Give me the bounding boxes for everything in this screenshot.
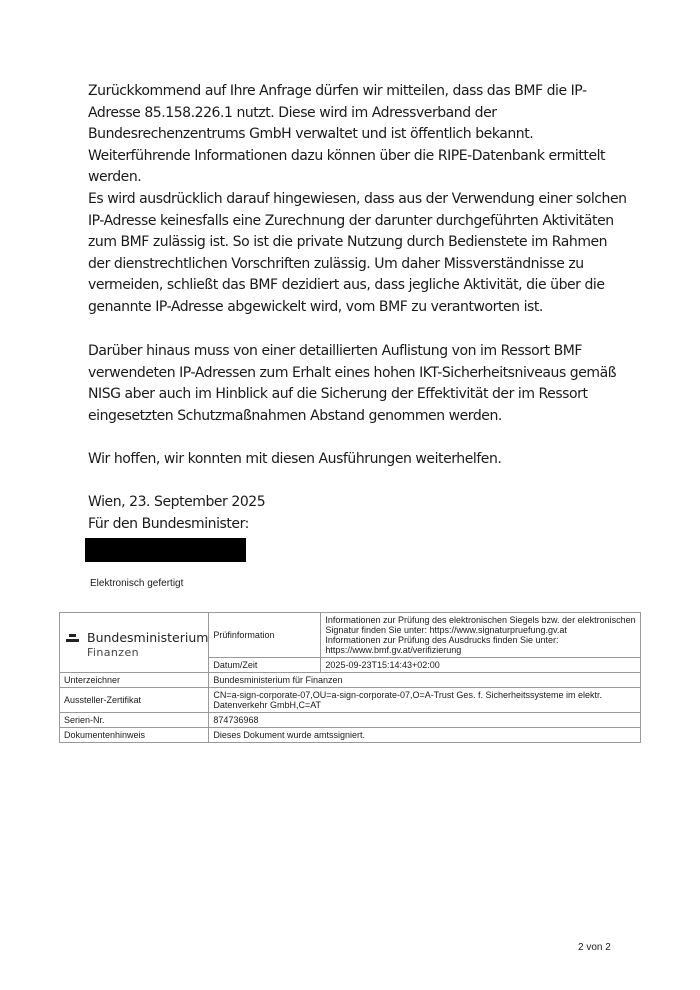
bmf-logo-icon xyxy=(66,634,79,642)
paragraph-closing: Wir hoffen, wir konnten mit diesen Ausführungen weiterhelfen. xyxy=(88,451,502,467)
table-row xyxy=(60,728,641,743)
signer-line: Für den Bundesminister: xyxy=(88,516,249,532)
paragraph-ip-address: Zurückkommend auf Ihre Anfrage dürfen wir mitteilen, dass das BMF die IP-Adresse 85.158.226.1 nutzt. Diese wird im Adressverband der Bundesrechenzentrums GmbH verwaltet und ist öffentlich bekannt. Weiterführende Informationen dazu können über die RIPE-Datenbank ermittelt werden. xyxy=(88,83,606,185)
electronic-note: Elektronisch gefertigt xyxy=(90,578,184,589)
logo-title: Bundesministerium xyxy=(87,629,209,645)
serien-value: 874736968 xyxy=(209,713,641,728)
redacted-name xyxy=(85,538,246,562)
signature-table xyxy=(59,612,641,743)
logo-cell xyxy=(60,613,209,673)
hinweis-label: Dokumentenhinweis xyxy=(60,728,209,743)
unterzeichner-value: Bundesministerium für Finanzen xyxy=(209,673,641,688)
pruef-label: Prüfinformation xyxy=(209,613,321,658)
pruef-value xyxy=(321,613,641,658)
pruef-line-2: Informationen zur Prüfung des Ausdrucks finden Sie unter: https://www.bmf.gv.at/verifizierung xyxy=(325,635,559,655)
table-row xyxy=(60,673,641,688)
table-row xyxy=(60,688,641,713)
zertifikat-label: Aussteller-Zertifikat xyxy=(60,688,209,713)
bmf-logo xyxy=(60,616,208,670)
table-row xyxy=(60,613,641,658)
serien-label: Serien-Nr. xyxy=(60,713,209,728)
paragraph-security: Darüber hinaus muss von einer detaillierten Auflistung von im Ressort BMF verwendeten IP-Adressen zum Erhalt eines hohen IKT-Sicherheitsniveaus gemäß NISG aber auch im Hinblick auf die Sicherung der Effektivität der im Ressort eingesetzten Schutzmaßnahmen Abstand genommen werden. xyxy=(88,343,617,424)
page-number: 2 von 2 xyxy=(578,942,611,953)
logo-subtitle: Finanzen xyxy=(87,645,139,659)
zertifikat-value: CN=a-sign-corporate-07,OU=a-sign-corporate-07,O=A-Trust Ges. f. Sicherheitssysteme im elektr. Datenverkehr GmbH,C=AT xyxy=(209,688,641,713)
paragraph-disclaimer: Es wird ausdrücklich darauf hingewiesen, dass aus der Verwendung einer solchen IP-Adresse keinesfalls eine Zurechnung der darunter durchgeführten Aktivitäten zum BMF zulässig ist. So ist die private Nutzung durch Bedienstete im Rahmen der dienstrechtlichen Vorschriften zulässig. Um daher Missverständnisse zu vermeiden, schließt das BMF dezidiert aus, dass jegliche Aktivität, die über die genannte IP-Adresse abgewickelt wird, vom BMF zu verantworten ist. xyxy=(88,191,627,315)
unterzeichner-label: Unterzeichner xyxy=(60,673,209,688)
date-line: Wien, 23. September 2025 xyxy=(88,494,266,510)
datum-label: Datum/Zeit xyxy=(209,658,321,673)
hinweis-value: Dieses Dokument wurde amtssigniert. xyxy=(209,728,641,743)
table-row xyxy=(60,713,641,728)
datum-value: 2025-09-23T15:14:43+02:00 xyxy=(321,658,641,673)
pruef-line-1: Informationen zur Prüfung des elektronischen Siegels bzw. der elektronischen Signatur finden Sie unter: https://www.signaturpruefung.gv.at xyxy=(325,615,636,635)
